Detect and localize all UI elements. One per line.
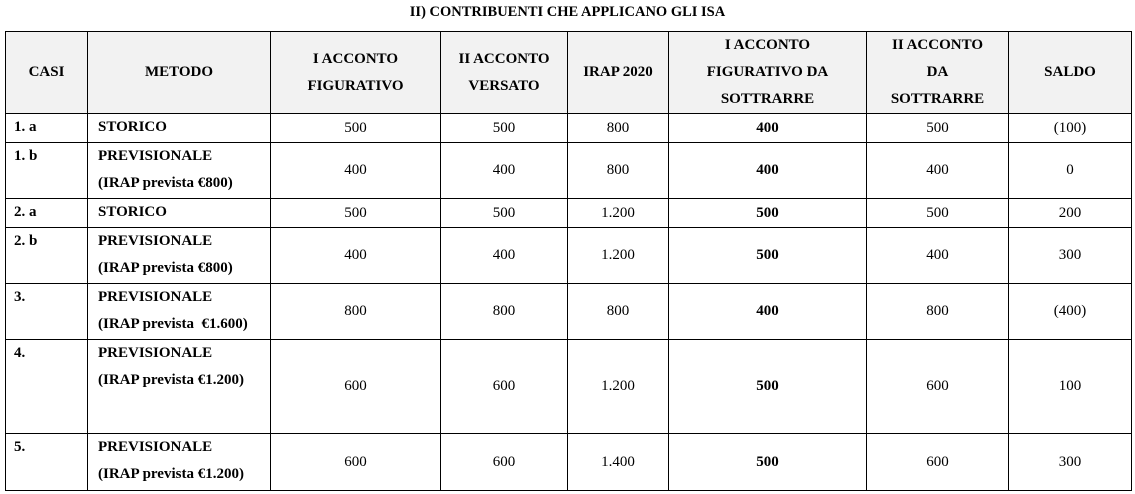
metodo-label: PREVISIONALE xyxy=(98,439,213,455)
header-line: II ACCONTO xyxy=(892,37,983,53)
cell-i-acconto-da-sottrarre: 500 xyxy=(669,199,867,228)
header-line: II ACCONTO xyxy=(458,50,550,67)
cell-caso: 2. a xyxy=(6,199,88,228)
header-irap-2020 xyxy=(568,32,669,114)
cell-caso: 5. xyxy=(6,434,88,491)
cell-caso: 4. xyxy=(6,340,88,434)
cell-i-acconto-da-sottrarre: 400 xyxy=(669,284,867,340)
header-casi xyxy=(6,32,88,114)
header-ii-acconto-da-sottrarre xyxy=(867,32,1009,114)
table-row xyxy=(6,114,1132,143)
metodo-label: PREVISIONALE xyxy=(98,289,213,305)
cell-ii-acconto-da-sottrarre: 400 xyxy=(867,228,1009,284)
cell-ii-acconto-versato: 400 xyxy=(441,228,568,284)
cell-saldo: 200 xyxy=(1009,199,1132,228)
header-line: CASI xyxy=(28,64,65,80)
cell-irap-2020: 1.200 xyxy=(568,228,669,284)
cell-metodo xyxy=(88,284,271,340)
cell-caso: 1. a xyxy=(6,114,88,143)
cell-i-acconto-figurativo: 400 xyxy=(271,143,441,199)
header-saldo xyxy=(1009,32,1132,114)
cell-ii-acconto-versato: 600 xyxy=(441,434,568,491)
cell-ii-acconto-da-sottrarre: 600 xyxy=(867,340,1009,434)
metodo-note: (IRAP prevista €1.600) xyxy=(98,316,248,332)
header-i-acconto-figurativo-da-sottrarre xyxy=(669,32,867,114)
metodo-note: (IRAP prevista €800) xyxy=(98,175,233,191)
cell-irap-2020: 1.400 xyxy=(568,434,669,491)
cell-caso: 3. xyxy=(6,284,88,340)
cell-irap-2020: 1.200 xyxy=(568,340,669,434)
cell-saldo: 300 xyxy=(1009,434,1132,491)
header-line: SALDO xyxy=(1044,64,1096,80)
cell-i-acconto-figurativo: 600 xyxy=(271,434,441,491)
metodo-label: PREVISIONALE xyxy=(98,233,213,249)
header-line: FIGURATIVO DA xyxy=(706,64,829,80)
cell-ii-acconto-versato: 500 xyxy=(441,114,568,143)
cell-metodo xyxy=(88,340,271,434)
table-row xyxy=(6,228,1132,284)
cell-irap-2020: 1.200 xyxy=(568,199,669,228)
cell-i-acconto-da-sottrarre: 400 xyxy=(669,114,867,143)
metodo-label: PREVISIONALE xyxy=(98,148,213,164)
cell-ii-acconto-versato: 600 xyxy=(441,340,568,434)
cell-i-acconto-figurativo: 600 xyxy=(271,340,441,434)
metodo-label: STORICO xyxy=(98,119,167,135)
cell-metodo xyxy=(88,228,271,284)
cell-irap-2020: 800 xyxy=(568,284,669,340)
cell-i-acconto-figurativo: 500 xyxy=(271,199,441,228)
table-title: II) CONTRIBUENTI CHE APPLICANO GLI ISA xyxy=(409,4,726,20)
cell-caso: 2. b xyxy=(6,228,88,284)
cell-saldo: 0 xyxy=(1009,143,1132,199)
table-row xyxy=(6,340,1132,434)
cell-caso: 1. b xyxy=(6,143,88,199)
cell-saldo: (400) xyxy=(1009,284,1132,340)
cell-metodo xyxy=(88,143,271,199)
header-line: SOTTRARRE xyxy=(720,91,815,107)
cell-metodo xyxy=(88,199,271,228)
cell-i-acconto-da-sottrarre: 400 xyxy=(669,143,867,199)
header-row xyxy=(6,32,1132,114)
table-row xyxy=(6,284,1132,340)
metodo-label: PREVISIONALE xyxy=(98,345,213,361)
cell-ii-acconto-da-sottrarre: 500 xyxy=(867,114,1009,143)
cell-i-acconto-figurativo: 800 xyxy=(271,284,441,340)
cell-ii-acconto-versato: 400 xyxy=(441,143,568,199)
cell-ii-acconto-da-sottrarre: 500 xyxy=(867,199,1009,228)
cell-saldo: 100 xyxy=(1009,340,1132,434)
cell-ii-acconto-da-sottrarre: 600 xyxy=(867,434,1009,491)
cell-i-acconto-figurativo: 400 xyxy=(271,228,441,284)
cell-irap-2020: 800 xyxy=(568,114,669,143)
cell-saldo: 300 xyxy=(1009,228,1132,284)
header-line: METODO xyxy=(144,64,214,80)
header-metodo xyxy=(88,32,271,114)
header-line: VERSATO xyxy=(468,77,540,94)
metodo-label: STORICO xyxy=(98,204,167,220)
cell-i-acconto-da-sottrarre: 500 xyxy=(669,340,867,434)
cell-i-acconto-da-sottrarre: 500 xyxy=(669,434,867,491)
cell-ii-acconto-da-sottrarre: 400 xyxy=(867,143,1009,199)
table-row xyxy=(6,143,1132,199)
header-line: DA xyxy=(926,64,949,80)
header-ii-acconto-versato xyxy=(441,32,568,114)
cell-ii-acconto-versato: 800 xyxy=(441,284,568,340)
cell-irap-2020: 800 xyxy=(568,143,669,199)
table-row xyxy=(6,434,1132,491)
table-row xyxy=(6,199,1132,228)
header-line: IRAP 2020 xyxy=(583,64,653,80)
header-line: FIGURATIVO xyxy=(307,77,404,94)
cell-metodo xyxy=(88,434,271,491)
header-i-acconto-figurativo xyxy=(271,32,441,114)
cell-saldo: (100) xyxy=(1009,114,1132,143)
metodo-note: (IRAP prevista €800) xyxy=(98,260,233,276)
isa-table xyxy=(5,31,1132,491)
cell-i-acconto-da-sottrarre: 500 xyxy=(669,228,867,284)
header-line: SOTTRARRE xyxy=(890,91,985,107)
header-line: I ACCONTO xyxy=(312,50,399,67)
cell-metodo xyxy=(88,114,271,143)
cell-i-acconto-figurativo: 500 xyxy=(271,114,441,143)
cell-ii-acconto-versato: 500 xyxy=(441,199,568,228)
header-line: I ACCONTO xyxy=(724,37,811,53)
metodo-note: (IRAP prevista €1.200) xyxy=(98,466,244,482)
cell-ii-acconto-da-sottrarre: 800 xyxy=(867,284,1009,340)
metodo-note: (IRAP prevista €1.200) xyxy=(98,372,244,388)
